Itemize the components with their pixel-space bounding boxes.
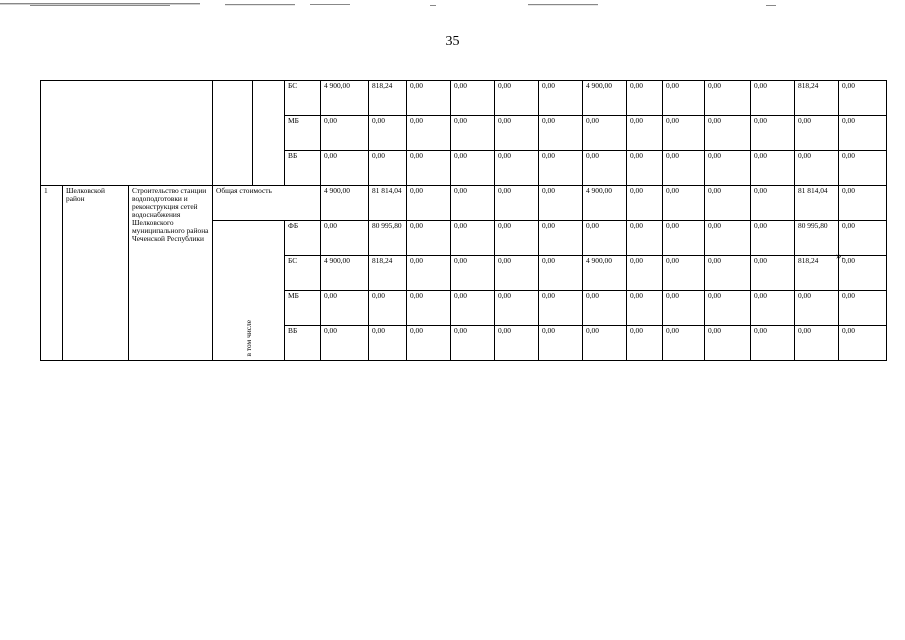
value-cell: 0,00 — [839, 151, 887, 186]
value-cell: 0,00 — [539, 221, 583, 256]
value-cell: 0,00 — [495, 81, 539, 116]
value-cell: 4 900,00 — [583, 81, 627, 116]
value-cell: 0,00 — [321, 221, 369, 256]
value-cell: 0,00 — [407, 326, 451, 361]
district-name: Шелковской район — [63, 186, 129, 361]
value-cell: 0,00 — [495, 221, 539, 256]
in-that-number-label — [213, 221, 285, 361]
continued-blank-cell — [213, 81, 253, 186]
value-cell: 0,00 — [839, 186, 887, 221]
value-cell: 0,00 — [583, 116, 627, 151]
value-cell: 80 995,80 — [795, 221, 839, 256]
value-cell: 0,00 — [539, 326, 583, 361]
value-cell: 0,00 — [539, 256, 583, 291]
value-cell: 0,00 — [369, 291, 407, 326]
value-cell: 0,00 — [663, 326, 705, 361]
value-cell: 81 814,04 — [795, 186, 839, 221]
value-cell: 0,00 — [751, 326, 795, 361]
value-cell: 0,00 — [583, 326, 627, 361]
value-cell: 0,00 — [451, 186, 495, 221]
value-cell: 0,00 — [407, 291, 451, 326]
value-cell: 0,00 — [839, 81, 887, 116]
value-cell: 0,00 — [495, 291, 539, 326]
value-cell: 0,00 — [751, 81, 795, 116]
value-cell: 0,00 — [839, 116, 887, 151]
continued-blank-cell — [41, 81, 213, 186]
value-cell: 818,24 — [369, 81, 407, 116]
value-cell: 0,00 — [321, 326, 369, 361]
funding-code: МБ — [285, 291, 321, 326]
value-cell: 4 900,00 — [321, 256, 369, 291]
value-cell: 0,00 — [539, 186, 583, 221]
value-cell: 0,00 — [705, 291, 751, 326]
value-cell: 0,00 — [751, 221, 795, 256]
value-cell: 0,00 — [627, 291, 663, 326]
funding-code: МБ — [285, 116, 321, 151]
value-cell: 0,00 — [407, 81, 451, 116]
value-cell: 0,00 — [751, 151, 795, 186]
value-cell: 0,00 — [627, 256, 663, 291]
value-cell: 0,00 — [369, 326, 407, 361]
value-cell: 818,24 — [369, 256, 407, 291]
value-cell: 0,00 — [495, 186, 539, 221]
value-cell: 0,00 — [663, 256, 705, 291]
value-cell: 0,00 — [795, 326, 839, 361]
value-cell: 4 900,00 — [583, 256, 627, 291]
budget-table — [40, 80, 887, 361]
value-cell: 0,00 — [663, 151, 705, 186]
value-cell: 81 814,04 — [369, 186, 407, 221]
value-cell: 0,00 — [839, 221, 887, 256]
funding-code: ФБ — [285, 221, 321, 256]
value-cell: 0,00 — [407, 221, 451, 256]
value-cell: 0,00 — [627, 151, 663, 186]
value-cell: 0,00 — [583, 291, 627, 326]
value-cell: 0,00 — [751, 291, 795, 326]
value-cell: 0,00 — [627, 186, 663, 221]
value-cell: 0,00 — [321, 151, 369, 186]
value-cell: 0,00 — [407, 256, 451, 291]
value-cell: 0,00 — [751, 186, 795, 221]
closing-quote: ». — [836, 250, 845, 262]
funding-code: ВБ — [285, 326, 321, 361]
value-cell: 0,00 — [407, 151, 451, 186]
value-cell: 0,00 — [663, 291, 705, 326]
value-cell: 0,00 — [539, 116, 583, 151]
value-cell: 80 995,80 — [369, 221, 407, 256]
value-cell: 0,00 — [451, 221, 495, 256]
value-cell: 0,00 — [795, 116, 839, 151]
value-cell: 0,00 — [705, 221, 751, 256]
value-cell: 0,00 — [495, 256, 539, 291]
value-cell: 0,00 — [495, 326, 539, 361]
value-cell: 0,00 — [627, 81, 663, 116]
value-cell: 0,00 — [583, 221, 627, 256]
value-cell: 0,00 — [627, 326, 663, 361]
value-cell: 0,00 — [451, 256, 495, 291]
value-cell: 0,00 — [539, 151, 583, 186]
value-cell: 0,00 — [705, 81, 751, 116]
value-cell: 0,00 — [539, 81, 583, 116]
value-cell: 0,00 — [795, 151, 839, 186]
value-cell: 0,00 — [663, 186, 705, 221]
value-cell: 0,00 — [321, 116, 369, 151]
funding-code: ВБ — [285, 151, 321, 186]
value-cell: 0,00 — [369, 151, 407, 186]
value-cell: 0,00 — [705, 256, 751, 291]
value-cell: 0,00 — [627, 116, 663, 151]
value-cell: 0,00 — [451, 81, 495, 116]
value-cell: 0,00 — [369, 116, 407, 151]
value-cell: 0,00 — [839, 256, 887, 291]
scan-noise-strip — [0, 0, 905, 12]
value-cell: 0,00 — [627, 221, 663, 256]
value-cell: 0,00 — [539, 291, 583, 326]
table-row — [41, 186, 887, 221]
entry-number: 1 — [41, 186, 63, 361]
value-cell: 0,00 — [451, 326, 495, 361]
value-cell: 0,00 — [705, 151, 751, 186]
value-cell: 0,00 — [407, 116, 451, 151]
value-cell: 0,00 — [495, 151, 539, 186]
in-that-number-text: в том числе — [243, 319, 253, 356]
value-cell: 0,00 — [663, 116, 705, 151]
project-description: Строительство станции водоподготовки и реконструкция сетей водоснабжения Шелковского муниципального района Чеченской Республики — [129, 186, 213, 361]
value-cell: 0,00 — [705, 326, 751, 361]
page-number: 35 — [445, 34, 460, 49]
value-cell: 0,00 — [495, 116, 539, 151]
table-row — [41, 81, 887, 116]
value-cell: 0,00 — [663, 221, 705, 256]
value-cell: 0,00 — [751, 256, 795, 291]
continued-blank-cell — [253, 81, 285, 186]
value-cell: 0,00 — [663, 81, 705, 116]
value-cell: 0,00 — [795, 291, 839, 326]
value-cell: 0,00 — [705, 116, 751, 151]
value-cell: 4 900,00 — [321, 81, 369, 116]
funding-code: БС — [285, 81, 321, 116]
value-cell: 0,00 — [451, 116, 495, 151]
value-cell: 0,00 — [407, 186, 451, 221]
value-cell: 0,00 — [583, 151, 627, 186]
value-cell: 0,00 — [839, 326, 887, 361]
funding-code: БС — [285, 256, 321, 291]
value-cell: 4 900,00 — [583, 186, 627, 221]
value-cell: 0,00 — [451, 151, 495, 186]
value-cell: 0,00 — [705, 186, 751, 221]
value-cell: 0,00 — [839, 291, 887, 326]
value-cell: 0,00 — [451, 291, 495, 326]
value-cell: 0,00 — [751, 116, 795, 151]
value-cell: 0,00 — [321, 291, 369, 326]
value-cell: 818,24 — [795, 81, 839, 116]
value-cell: 818,24 — [795, 256, 839, 291]
total-cost-label: Общая стоимость — [213, 186, 321, 221]
value-cell: 4 900,00 — [321, 186, 369, 221]
